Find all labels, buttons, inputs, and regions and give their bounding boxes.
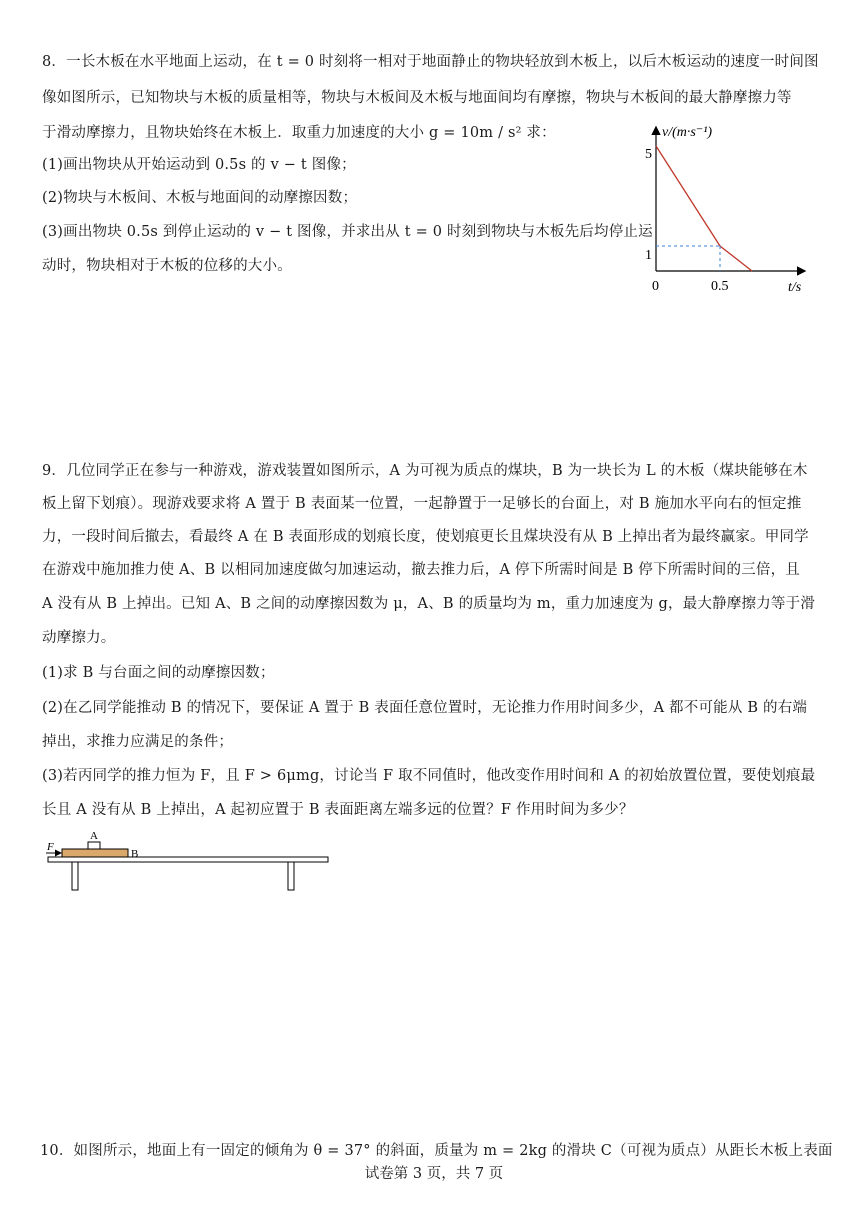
velocity-time-graph: [628, 116, 812, 296]
q9-line-2: 板上留下划痕）。现游戏要求将 A 置于 B 表面某一位置，一起静置于一足够长的台面上，对 B 施加水平向右的恒定推: [42, 496, 802, 512]
q9-line-7: (1)求 B 与台面之间的动摩擦因数；: [42, 665, 275, 681]
graph-x-axis-label: t/s: [788, 280, 802, 295]
q9-line-9: 掉出，求推力应满足的条件；: [42, 734, 234, 750]
q8-line-7: 动时，物块相对于木板的位移的大小。: [42, 258, 292, 274]
block-a: [88, 842, 100, 849]
q8-line-6: (3)画出物块 0.5s 到停止运动的 v − t 图像，并求出从 t = 0 时刻到物块与木板先后均停止运: [42, 224, 653, 240]
q9-line-1: 9．几位同学正在参与一种游戏，游戏装置如图所示，A 为可视为质点的煤块，B 为一块长为 L 的木板（煤块能够在木: [42, 463, 808, 479]
q9-line-4: 在游戏中施加推力使 A、B 以相同加速度做匀加速运动，撤去推力后，A 停下所需时间是 B 停下所需时间的三倍，且: [42, 562, 800, 578]
label-a: A: [90, 830, 98, 842]
graph-y-tick-1: 1: [645, 248, 652, 263]
graph-x-tick-0-5: 0.5: [711, 279, 729, 294]
label-b: B: [131, 848, 139, 860]
q8-line-1: 8．一长木板在水平地面上运动，在 t = 0 时刻将一相对于地面静止的物块轻放到木板上，以后木板运动的速度一时间图: [42, 54, 819, 70]
label-f: F: [47, 841, 54, 853]
table-top: [48, 857, 328, 862]
page-footer: 试卷第 3 页，共 7 页: [364, 1166, 504, 1182]
graph-y-axis-label: v/(m·s⁻¹): [662, 125, 713, 140]
q8-line-4: (1)画出物块从开始运动到 0.5s 的 v − t 图像；: [42, 157, 356, 173]
q9-line-11: 长且 A 没有从 B 上掉出，A 起初应置于 B 表面距离左端多远的位置？F 作用时间为多少？: [42, 802, 634, 818]
q8-line-2: 像如图所示，已知物块与木板的质量相等，物块与木板间及木板与地面间均有摩擦，物块与木板间的最大静摩擦力等: [42, 90, 792, 106]
q9-line-5: A 没有从 B 上掉出。已知 A、B 之间的动摩擦因数为 μ，A、B 的质量均为 m，重力加速度为 g，最大静摩擦力等于滑: [42, 596, 816, 612]
table-board-figure: [40, 824, 332, 894]
graph-y-tick-5: 5: [645, 147, 652, 162]
q9-line-8: (2)在乙同学能推动 B 的情况下，要保证 A 置于 B 表面任意位置时，无论推力作用时间多少，A 都不可能从 B 的右端: [42, 700, 808, 716]
q9-line-3: 力，一段时间后撤去，看最终 A 在 B 表面形成的划痕长度，使划痕更长且煤块没有从 B 上掉出者为最终赢家。甲同学: [42, 529, 809, 545]
table-leg-right: [288, 862, 294, 890]
q8-line-5: (2)物块与木板间、木板与地面间的动摩擦因数；: [42, 190, 358, 206]
q10-line-1: 10．如图所示，地面上有一固定的倾角为 θ = 37° 的斜面，质量为 m = 2kg 的滑块 C（可视为质点）从距长木板上表面: [40, 1143, 833, 1159]
table-leg-left: [72, 862, 78, 890]
graph-series-line: [656, 146, 752, 271]
board-b: [62, 849, 128, 857]
q9-line-10: (3)若丙同学的推力恒为 F，且 F > 6μmg，讨论当 F 取不同值时，他改变作用时间和 A 的初始放置位置，要使划痕最: [42, 768, 816, 784]
graph-origin-label: 0: [652, 279, 659, 294]
q9-line-6: 动摩擦力。: [42, 630, 116, 646]
q8-line-3: 于滑动摩擦力，且物块始终在木板上．取重力加速度的大小 g = 10m / s² 求：: [42, 125, 556, 141]
